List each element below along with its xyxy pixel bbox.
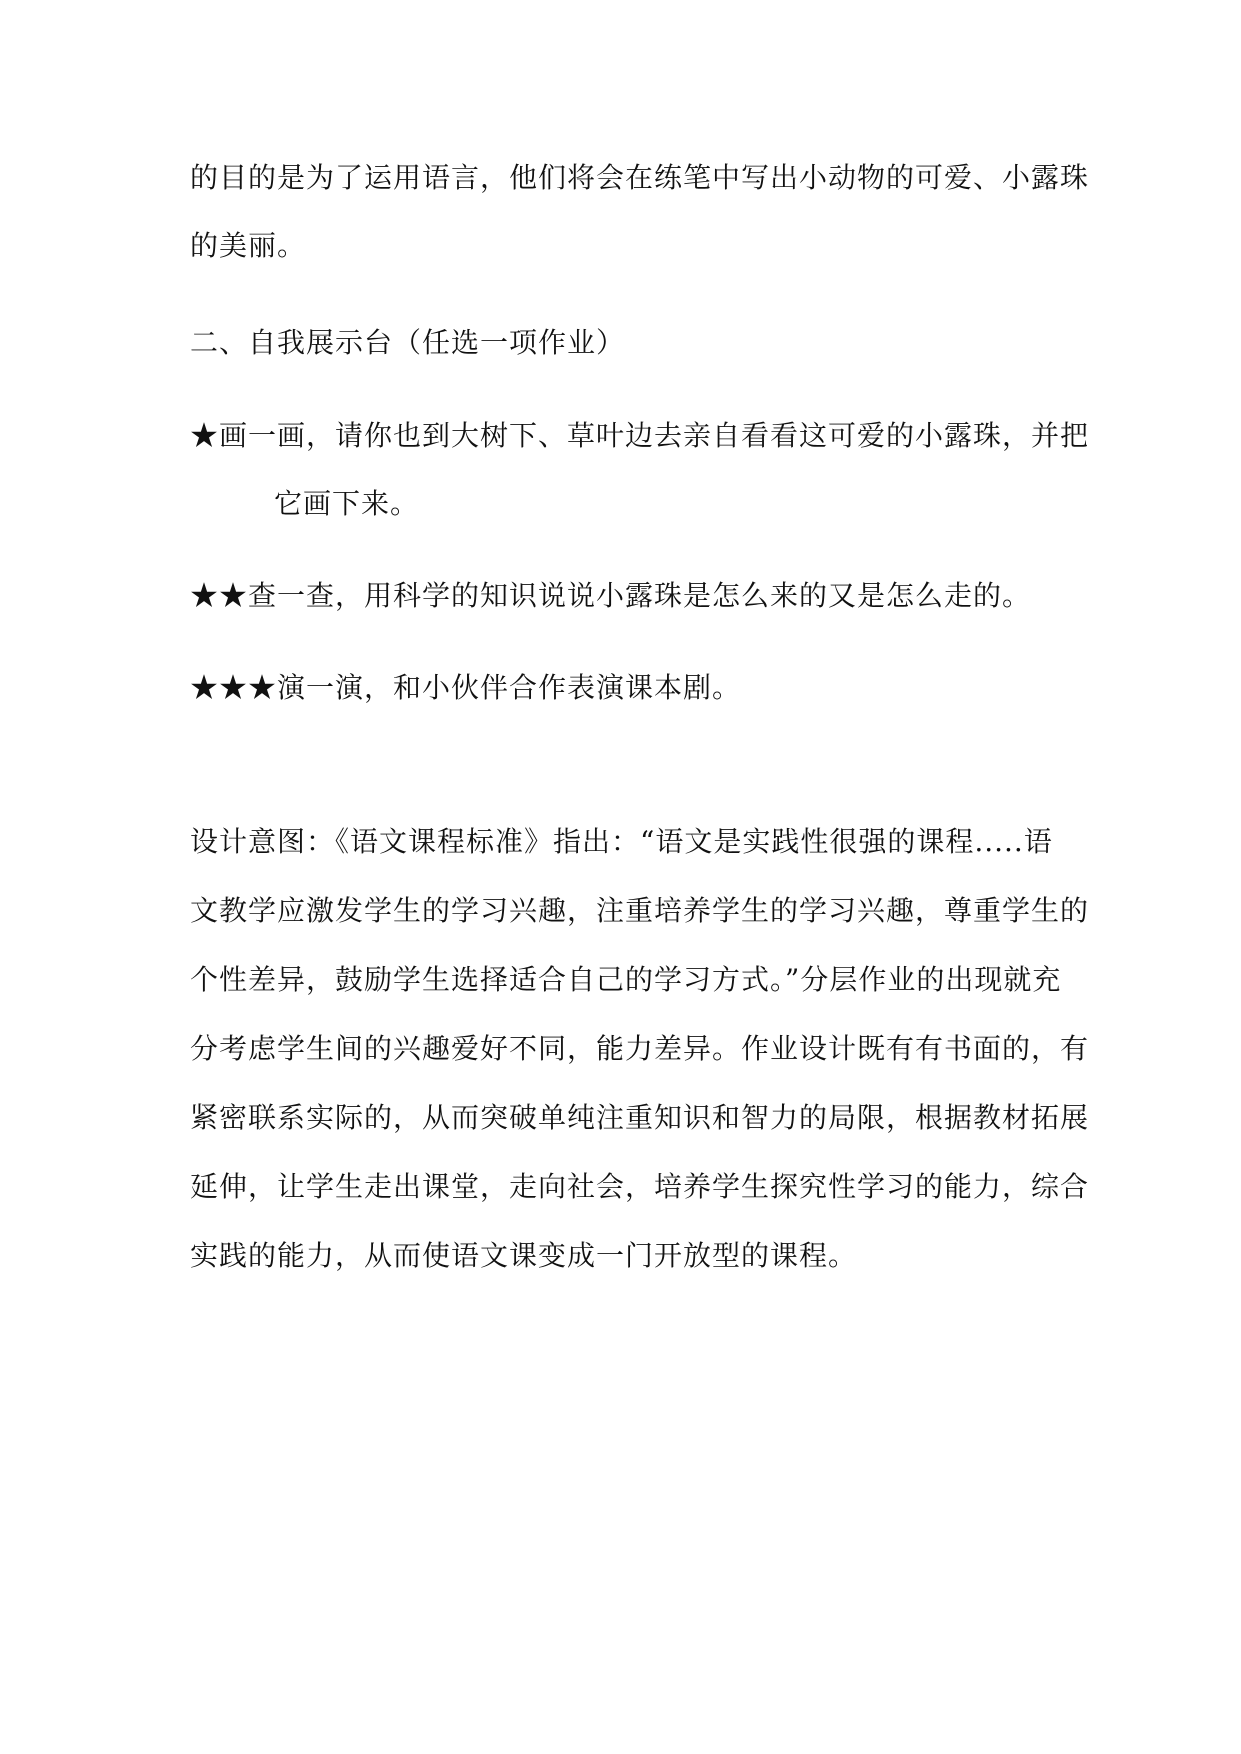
design-intent-line-7: 实践的能力，从而使语文课变成一门开放型的课程。 <box>190 1239 858 1272</box>
task-1-line-2: 它画下来。 <box>274 487 420 520</box>
intro-line-2: 的美丽。 <box>190 229 307 262</box>
intro-line-1: 的目的是为了运用语言，他们将会在练笔中写出小动物的可爱、小露珠 <box>190 161 1090 194</box>
design-intent-line-1: 设计意图：《语文课程标准》指出：“语文是实践性很强的课程.....语 <box>190 825 1053 858</box>
design-intent-line-6: 延伸，让学生走出课堂，走向社会，培养学生探究性学习的能力，综合 <box>190 1170 1090 1203</box>
task-3-line-1: ★★★演一演，和小伙伴合作表演课本剧。 <box>190 671 742 704</box>
design-intent-line-4: 分考虑学生间的兴趣爱好不同，能力差异。作业设计既有有书面的，有 <box>190 1032 1090 1065</box>
design-intent-line-2: 文教学应激发学生的学习兴趣，注重培养学生的学习兴趣，尊重学生的 <box>190 894 1090 927</box>
design-intent-line-3: 个性差异，鼓励学生选择适合自己的学习方式。”分层作业的出现就充 <box>190 963 1062 996</box>
task-1-line-1: ★画一画，请你也到大树下、草叶边去亲自看看这可爱的小露珠，并把 <box>190 419 1090 452</box>
section-heading: 二、自我展示台（任选一项作业） <box>190 326 626 359</box>
design-intent-line-5: 紧密联系实际的，从而突破单纯注重知识和智力的局限，根据教材拓展 <box>190 1101 1090 1134</box>
task-2-line-1: ★★查一查，用科学的知识说说小露珠是怎么来的又是怎么走的。 <box>190 579 1032 612</box>
